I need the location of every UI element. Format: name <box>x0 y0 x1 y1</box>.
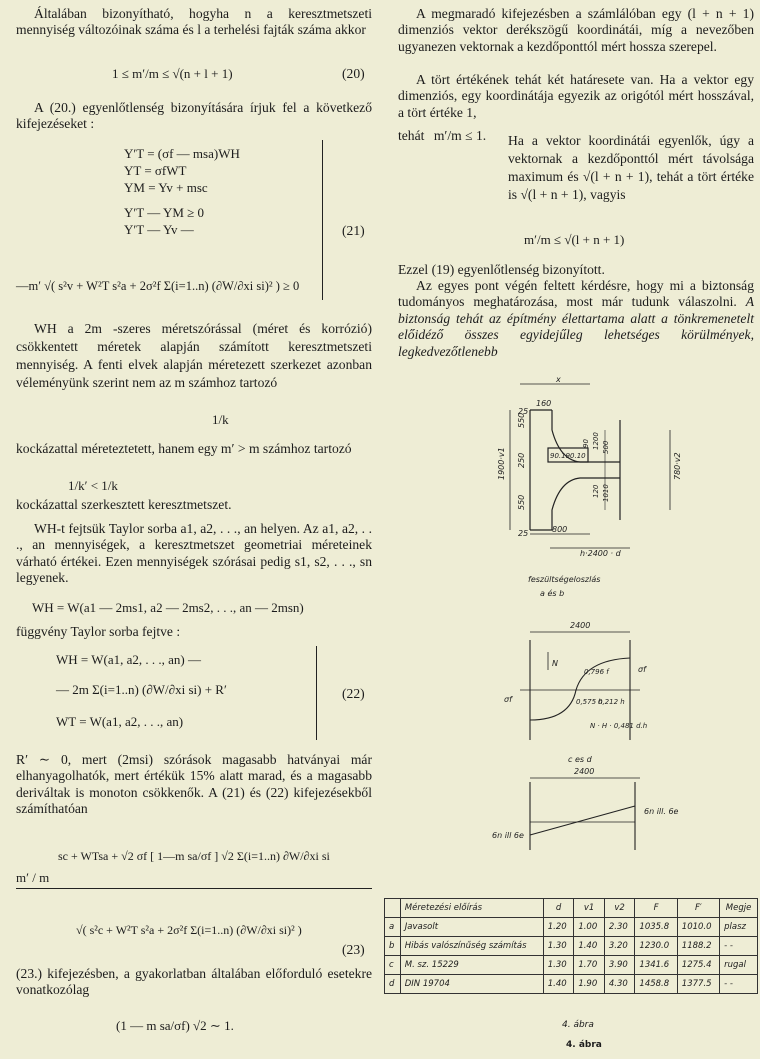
table-cell: 4.30 <box>604 975 635 994</box>
table-cell: 1035.8 <box>635 918 677 937</box>
label-2400b: 2400 <box>574 767 595 776</box>
eq-line: WH = W(a1, a2, . . ., an) — <box>56 652 201 667</box>
figure-4 <box>380 370 760 870</box>
equation-right: m′/m ≤ √(l + n + 1) <box>524 232 625 247</box>
label-box: 90.190.10 <box>550 452 586 460</box>
table-cell: 1188.2 <box>677 937 719 956</box>
table-row <box>385 918 758 937</box>
table-cell: 1.70 <box>574 956 605 975</box>
table-cell: Hibás valószínűség számítás <box>400 937 543 956</box>
equation-number: (23) <box>342 942 365 957</box>
inequality: m′/m ≤ 1. <box>433 128 487 143</box>
equation-23-lhs: m′ / m <box>16 870 50 885</box>
table-row <box>385 937 758 956</box>
caption-cd: c es d <box>568 755 592 764</box>
label-N: N <box>552 659 558 668</box>
table-cell: 1275.4 <box>677 956 719 975</box>
label-right: 6n ill. 6e <box>644 807 679 816</box>
equation-21-last: —m′ √( s²v + W²T s²a + 2σ²f Σ(i=1..n) (∂W/∂xi si)² ) ≥ 0 <box>16 279 300 293</box>
equation-22-block <box>56 652 227 732</box>
equation-21-block <box>124 146 240 239</box>
inequality: 1/k′ < 1/k <box>68 478 118 493</box>
eq-line: WT = W(a1, a2, . . ., an) <box>56 714 184 729</box>
table-cell: 1.00 <box>574 918 605 937</box>
paragraph: R′ ∼ 0, mert (2msi) szórások magasabb hatványai már elhanyagolhatók, mert értékük 15% alatt marad, és a magasabb deriváltak is monoton csökkenők. A (21) és (22) kifejezésekből számíthatóan <box>16 752 372 817</box>
stress-diagram-cd <box>530 778 640 850</box>
table-cell: b <box>385 937 401 956</box>
table-cell: 1.30 <box>543 937 574 956</box>
table-cell: 1230.0 <box>635 937 677 956</box>
label-0796: 0,796 f <box>584 668 609 676</box>
table-cell: 1.40 <box>574 937 605 956</box>
equation-brace <box>316 646 317 740</box>
paragraph: Ezzel (19) egyenlőtlenség bizonyított. <box>398 262 605 277</box>
table-cell: 3.20 <box>604 937 635 956</box>
paragraph: A megmaradó kifejezésben a számlálóban egy (l + n + 1) dimenziós vektor derékszögű koordinátái, míg a nevezőben ugyanezen vektornak a kezdőponttól mért hossza szerepel. <box>398 6 754 54</box>
table-cell: rugal <box>720 956 758 975</box>
label-sf2: σf <box>504 695 512 704</box>
eq-line: Y′T = (σf — msa)WH <box>124 146 240 161</box>
results-table <box>384 898 758 994</box>
table-cell: 2.30 <box>604 918 635 937</box>
stress-curve <box>530 658 630 720</box>
paragraph: kockázattal szerkesztett keresztmetszet. <box>16 497 232 512</box>
table-row <box>385 956 758 975</box>
header-cell <box>385 899 401 918</box>
table-cell: d <box>385 975 401 994</box>
label-nh: N · H · 0,481 d.h <box>590 722 648 730</box>
label-2400a: 2400 <box>570 621 591 630</box>
equation-number: (20) <box>342 66 365 81</box>
table-cell: 1.90 <box>574 975 605 994</box>
table-cell: 1377.5 <box>677 975 719 994</box>
equation-20: 1 ≤ m′/m ≤ √(n + l + 1) <box>112 66 233 81</box>
label-sf1: σf <box>638 665 646 674</box>
label-25a: 25 <box>518 407 529 416</box>
equation-23-bottom: √( s²c + W²T s²a + 2σ²f Σ(i=1..n) (∂W/∂xi si)² ) <box>76 923 302 937</box>
figure-caption: 4. ábra <box>566 1040 602 1050</box>
label-250: 250 <box>517 452 526 468</box>
label-left: 6n ill 6e <box>492 831 524 840</box>
paragraph: kockázattal méreteztetett, hanem egy m′ > m számhoz tartozó <box>16 441 352 456</box>
table-cell: Javasolt <box>400 918 543 937</box>
label-160: 160 <box>536 399 552 408</box>
eq-line: YM = Yv + msc <box>124 180 208 195</box>
paragraph <box>398 278 754 360</box>
figure-caption-handwritten: 4. ábra <box>562 1020 594 1030</box>
table-cell: c <box>385 956 401 975</box>
paragraph: függvény Taylor sorba fejtve : <box>16 624 181 639</box>
table-cell: 3.90 <box>604 956 635 975</box>
label-90: 90 <box>582 439 590 448</box>
text-run: Az egyes pont végén feltett kérdésre, hogy mi a biztonság tudományos meghatározása, most már tudunk válaszolni. <box>398 278 754 310</box>
word-tehat: tehát <box>398 128 425 143</box>
label-550b: 550 <box>517 494 526 510</box>
label-1900: 1900·v1 <box>497 447 506 480</box>
label-1200: 1200 <box>592 432 600 450</box>
table-cell: 1458.8 <box>635 975 677 994</box>
table-cell: 1010.0 <box>677 918 719 937</box>
table-cell: - - <box>720 937 758 956</box>
eq-line: YT = σfWT <box>124 163 187 178</box>
table-header-row <box>385 899 758 918</box>
eq-line: — 2m Σ(i=1..n) (∂W/∂xi si) + R′ <box>56 682 227 697</box>
header-cell: v2 <box>604 899 635 918</box>
equation-number: (21) <box>342 223 365 238</box>
label-550a: 550 <box>517 412 526 428</box>
cross-section-drawing <box>510 384 670 548</box>
table-cell: 1341.6 <box>635 956 677 975</box>
paragraph: Ha a vektor koordinátái egyenlők, úgy a vektornak a kezdőponttól mért távolsága maximum és √(l + n + 1), tehát a tört értéke is √(l + n + 1), vagyis <box>508 133 754 202</box>
paragraph: A tört értékének tehát két határesete van. Ha a vektor egy dimenziós, egy koordinátája egyezik az origótól mért hosszával, a tört értéke 1, <box>398 72 754 120</box>
table-cell: plasz <box>720 918 758 937</box>
table-cell: DIN 19704 <box>400 975 543 994</box>
label-0575: 0,575 h <box>576 698 603 706</box>
header-cell: Méretezési előírás <box>400 899 543 918</box>
table-row <box>385 975 758 994</box>
fraction: 1/k <box>212 412 229 427</box>
header-cell: F′ <box>677 899 719 918</box>
text-run-italic: A biztonság tehát az építmény élettartama alatt a tönkremenetelt előidéző összes egyidejűleg lehetséges körülmények, legkedvezőtlenebb <box>398 294 754 359</box>
label-120: 120 <box>592 484 600 498</box>
table-cell: M. sz. 15229 <box>400 956 543 975</box>
equation-number: (22) <box>342 686 365 701</box>
table-cell: 1.20 <box>543 918 574 937</box>
caption-stress: feszültségeloszlás <box>528 575 601 584</box>
paragraph: WH a 2m -szeres méretszórással (méret és korrózió) csökkentett méretek alapján számított keresztmetszeti mennyiség. A fenti elvek alapján méretezett szerkezet azonban véleményünk szerint nem az m számhoz tartozó <box>16 321 372 390</box>
header-cell: d <box>543 899 574 918</box>
table-cell: 1.40 <box>543 975 574 994</box>
paragraph: A (20.) egyenlőtlenség bizonyítására írjuk fel a következő kifejezéseket : <box>16 100 372 132</box>
header-cell: Megje <box>720 899 758 918</box>
eq-line: Y′T — YM ≥ 0 <box>124 205 205 220</box>
table-cell: - - <box>720 975 758 994</box>
label-500: 500 <box>602 440 610 454</box>
equation-brace <box>322 140 323 300</box>
label-780: 780·v2 <box>673 452 682 480</box>
eq-line: Y′T — Yv — <box>124 222 194 237</box>
equation-wh: WH = W(a1 — 2ms1, a2 — 2ms2, . . ., an — 2msn) <box>32 600 304 615</box>
label-800: 800 <box>552 525 568 534</box>
inline-math <box>398 128 486 144</box>
table-cell: 1.30 <box>543 956 574 975</box>
label-1010: 1010 <box>602 484 610 502</box>
paragraph: WH-t fejtsük Taylor sorba a1, a2, . . ., an helyen. Az a1, a2, . . ., an mennyiségek, a keresztmetszet geometriai méreteinek várható értékei. Ezen mennyiségek szórásai pedig s1, s2, . . ., sn legyenek. <box>16 521 372 586</box>
table-cell: a <box>385 918 401 937</box>
header-cell: F <box>635 899 677 918</box>
equation-23-top: sc + WTsa + √2 σf [ 1—m sa/σf ] √2 Σ(i=1..n) ∂W/∂xi si <box>58 849 330 863</box>
fraction-line <box>16 888 372 889</box>
caption-ab: a és b <box>540 589 565 598</box>
label-0212: 0,212 h <box>598 698 625 706</box>
label-h: h·2400 · d <box>580 549 621 558</box>
header-cell: v1 <box>574 899 605 918</box>
label-25b: 25 <box>518 529 529 538</box>
linear-stress-line <box>530 806 635 835</box>
paragraph: (23.) kifejezésben, a gyakorlatban általában előforduló esetekre vonatkozólag <box>16 966 372 998</box>
label-x: x <box>556 375 561 384</box>
paragraph: Általában bizonyítható, hogyha n a keresztmetszeti mennyiség változóinak száma és l a terhelési fajták száma akkor <box>16 6 372 38</box>
equation-last: (1 — m sa/σf) √2 ∼ 1. <box>116 1018 234 1033</box>
